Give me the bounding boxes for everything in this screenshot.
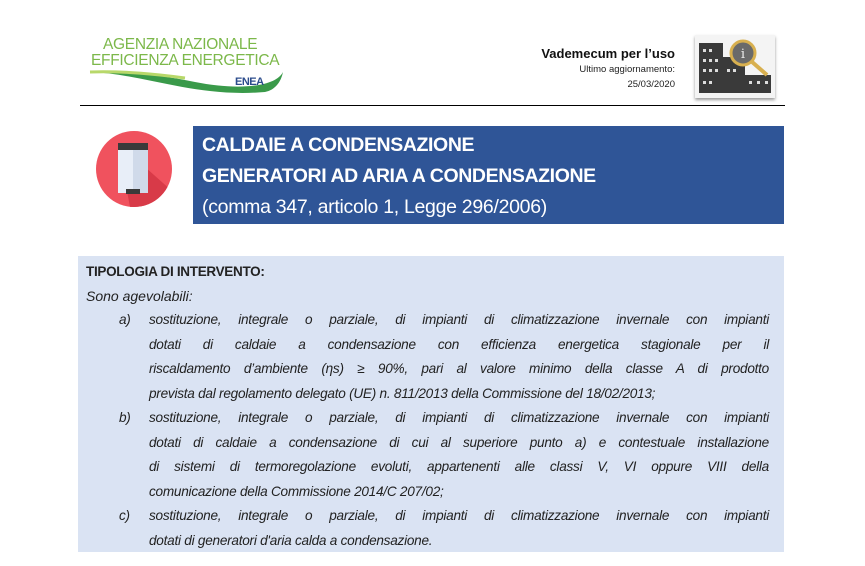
list-item-text-line: di sistemi di termoregolazione evoluti, appartenenti alle classi V, VI oppure VIII della <box>149 459 769 474</box>
section-heading: TIPOLOGIA DI INTERVENTO: <box>86 264 265 279</box>
list-item-label: c) <box>119 508 130 523</box>
updated-label: Ultimo aggiornamento: <box>579 64 675 75</box>
title-line1: CALDAIE A CONDENSAZIONE <box>202 134 475 156</box>
logo-brand: ENEA <box>235 76 264 88</box>
doc-title: Vademecum per l’uso <box>541 46 675 61</box>
title-line2: GENERATORI AD ARIA A CONDENSAZIONE <box>202 165 596 187</box>
list-item-text-line: dotati di caldaie a condensazione di cui al superiore punto a) e contestuale installazione <box>149 434 769 450</box>
title-reference: (comma 347, articolo 1, Legge 296/2006) <box>202 196 547 218</box>
intervention-type-section <box>78 256 784 552</box>
document-header-info <box>541 46 675 91</box>
list-item <box>86 504 769 553</box>
list-item-label: b) <box>119 410 131 425</box>
list-item-label: a) <box>119 312 131 327</box>
list-item-text-line: prevista dal regolamento delegato (UE) n. 811/2013 della Commissione del 18/02/2013; <box>149 385 656 401</box>
boiler-icon <box>96 131 172 207</box>
list-item-text-line: dotati di caldaie a condensazione con efficienza energetica stagionale per il <box>149 336 769 352</box>
updated-date: 25/03/2020 <box>627 79 675 90</box>
list-item <box>86 308 769 406</box>
list-item <box>86 406 769 504</box>
enea-logo <box>85 32 285 98</box>
list-item-text-line: riscaldamento d’ambiente (ηs) ≥ 90%, pari al valore minimo della classe A di prodotto <box>149 361 769 376</box>
logo-line2: EFFICIENZA ENERGETICA <box>91 52 280 69</box>
list-item-text-line: sostituzione, integrale o parziale, di impianti di climatizzazione invernale con impianti <box>149 410 769 425</box>
list-item-text-line: comunicazione della Commissione 2014/C 207/02; <box>149 483 444 499</box>
section-intro: Sono agevolabili: <box>86 288 193 304</box>
svg-text:i: i <box>740 47 746 62</box>
list-item-text-line: sostituzione, integrale o parziale, di impianti di climatizzazione invernale con impianti <box>149 312 769 327</box>
logo-line1: AGENZIA NAZIONALE <box>103 36 258 53</box>
header-divider <box>80 105 785 106</box>
list-item-text-line: dotati di generatori d'aria calda a condensazione. <box>149 532 433 548</box>
list-item-text-line: sostituzione, integrale o parziale, di impianti di climatizzazione invernale con impianti <box>149 508 769 523</box>
page-title-banner <box>193 126 784 224</box>
building-info-icon <box>695 35 775 98</box>
